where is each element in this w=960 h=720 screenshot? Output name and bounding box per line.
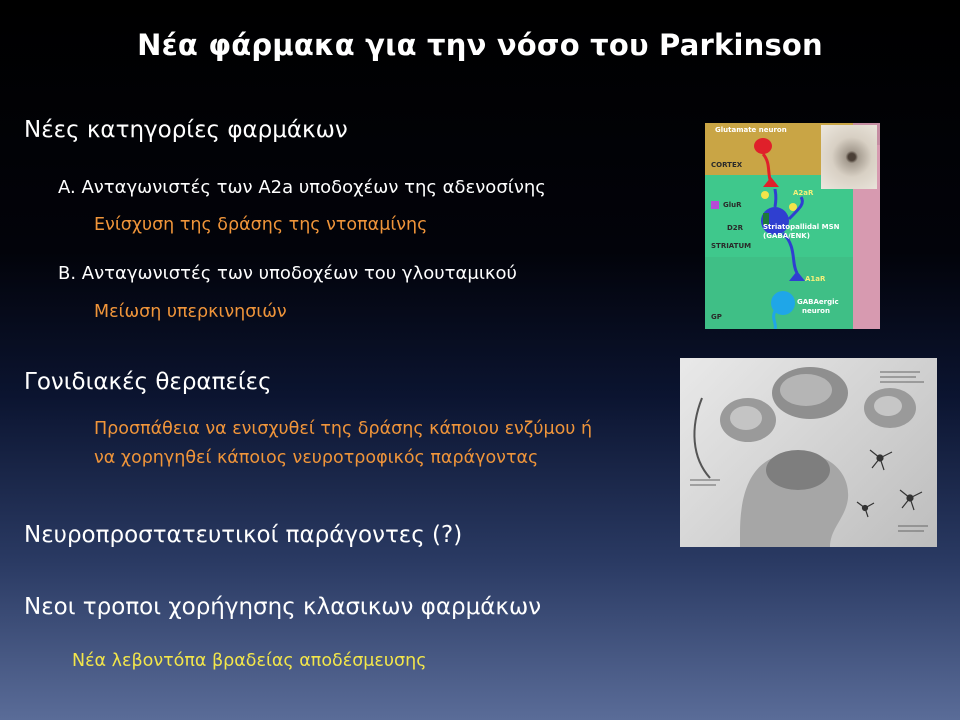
a2ar-label: A2aR xyxy=(793,189,814,197)
heading-new-categories: Νέες κατηγορίες φαρμάκων xyxy=(24,117,348,143)
gluR-marker xyxy=(711,201,719,209)
new-routes-note: Νέα λεβοντόπα βραδείας αποδέσμευσης xyxy=(72,651,427,671)
slide-title: Νέα φάρμακα για την νόσο του Parkinson xyxy=(137,28,823,62)
item-b-glutamate-antagonists: B. Ανταγωνιστές των υποδοχέων του γλουταμικού xyxy=(58,263,517,284)
gene-therapy-illustration xyxy=(680,358,937,547)
gene-note-line-2: να χορηγηθεί κάποιος νευροτροφικός παράγοντας xyxy=(94,448,539,468)
receptor-dot xyxy=(761,191,769,199)
glutamate-terminal xyxy=(763,177,779,187)
gabaergic-label: GABAergic xyxy=(797,298,839,306)
gene-note-line-1: Προσπάθεια να ενισχυθεί της δράσης κάποιου ενζύμου ή xyxy=(94,419,593,439)
glutamate-neuron-body xyxy=(754,138,772,154)
msn-sub-label: (GABA/ENK) xyxy=(763,232,810,240)
msn-terminal xyxy=(789,271,805,281)
curved-arrow xyxy=(694,398,710,478)
item-b-note: Μείωση υπερκινησιών xyxy=(94,302,287,322)
d2r-label: D2R xyxy=(727,224,744,232)
gp-label: GP xyxy=(711,313,722,321)
glutamate-label: Glutamate neuron xyxy=(715,126,787,134)
neuron-sketches xyxy=(857,450,922,517)
heading-gene-therapies: Γονιδιακές θεραπείες xyxy=(24,369,272,395)
basal-ganglia-diagram xyxy=(705,123,880,329)
heading-neuroprotective: Νευροπροστατευτικοί παράγοντες (?) xyxy=(24,522,463,548)
heading-new-routes: Νεοι τροποι χορήγησης κλασικων φαρμάκων xyxy=(24,594,542,620)
gabaergic-label-2: neuron xyxy=(802,307,830,315)
item-a-adenosine-antagonists: A. Ανταγωνιστές των A2a υποδοχέων της αδενοσίνης xyxy=(58,177,546,198)
msn-label: Striatopallidal MSN xyxy=(763,223,840,231)
gluR-label: GluR xyxy=(723,201,742,209)
striatum-label: STRIATUM xyxy=(711,242,752,250)
item-a-note: Ενίσχυση της δράσης της ντοπαμίνης xyxy=(94,215,428,235)
gene-therapy-drawing xyxy=(680,358,937,547)
brain-in-head xyxy=(766,450,830,490)
cortex-label: CORTEX xyxy=(711,161,743,169)
a1r-label: A1aR xyxy=(805,275,826,283)
